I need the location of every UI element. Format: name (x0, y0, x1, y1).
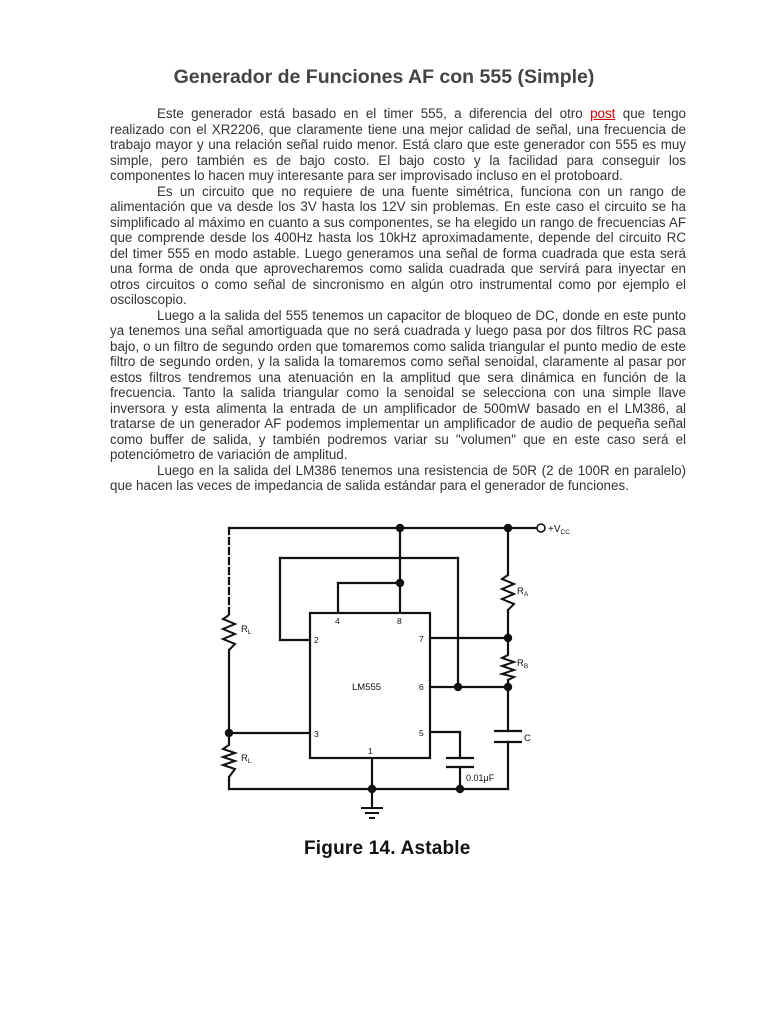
pin-number-7: 7 (419, 634, 424, 644)
paragraph-intro-text: Este generador está basado en el timer 555, a diferencia del otro (157, 106, 591, 121)
resistor-ra (502, 575, 514, 610)
figure-caption: Figure 14. Astable (304, 838, 471, 859)
resistor-rb (502, 655, 514, 680)
rb-label: $R_B$ (517, 658, 529, 670)
junction-dot (504, 683, 512, 691)
junction-dot (504, 634, 512, 642)
paragraph-intro-rest: que tengo realizado con el XR2206, que claramente tiene una mejor calidad de señal, una frecuencia de trabajo mayor y una relación señal ruido menor. Está claro que este generador con 555 es muy simple, pero también es de bajo costo. El bajo costo y la facilidad para conseguir los componentes lo hacen muy interesante para ser improvisado incluso en el protoboard. (110, 106, 686, 183)
pin-number-4: 4 (335, 616, 340, 626)
resistor-rl-bottom (223, 745, 235, 777)
paragraph-output-impedance: Luego en la salida del LM386 tenemos una resistencia de 50R (2 de 100R en paralelo) que hacen las veces de impedancia de salida estándar para el generador de funciones. (110, 462, 686, 493)
pin-number-3: 3 (314, 729, 319, 739)
capacitor-control (446, 758, 474, 767)
article-body (110, 106, 686, 494)
page-title: Generador de Funciones AF con 555 (Simple) (173, 66, 595, 88)
ground-icon (361, 808, 383, 818)
junction-dot (454, 683, 462, 691)
supply-label: $+V_{CC}$ (548, 524, 570, 536)
paragraph-output-filters: Luego a la salida del 555 tenemos un capacitor de bloqueo de DC, donde en este punto ya tenemos una señal amortiguada que no será cuadrada y luego pasa por dos filtros RC pasa bajo, o un filtro de segundo orden que tomaremos como salida triangular el punto medio de este filtro de segundo orden, y la salida la tomaremos como señal senoidal, claramente al pasar por estos filtros tendremos una atenuación en la amplitud que sera dinámica en función de la frecuencia. Tanto la salida triangular como la senoidal se selecciona con una simple llave inversora y esta alimenta la entrada de un amplificador de 500mW basado en el LM386, al tratarse de un generador AF podemos implementar un amplificador de audio de pequeña señal como buffer de salida, y también podremos variar su "volumen" que en este caso será el potenciómetro de variación de amplitud. (110, 307, 686, 462)
c-label: C (524, 733, 531, 744)
pin-number-5: 5 (419, 728, 424, 738)
post-link[interactable]: post (590, 106, 616, 121)
capacitor-c (494, 731, 522, 742)
astable-circuit-schematic (210, 516, 580, 866)
junction-dot (368, 785, 376, 793)
paragraph-power-supply: Es un circuito que no requiere de una fuente simétrica, funciona con un rango de alimentación que va desde los 3V hasta los 12V sin problemas. En este caso el circuito se ha simplificado al máximo en cuanto a sus componentes, se ha elegido un rango de frecuencias AF que comprende desde los 400Hz hasta los 10kHz aproximadamente, depende del circuito RC del timer 555 en modo astable. Luego generamos una señal de forma cuadrada que esta será una forma de onda que aprovecharemos como salida cuadrada que servirá para inyectar en otros circuitos o como señal de sincronismo en algún otro instrumental como por ejemplo el osciloscopio. (110, 183, 686, 307)
resistor-rl-top (223, 615, 235, 650)
chip-label: LM555 (352, 682, 382, 693)
rl-label-bottom: $R_L$ (241, 753, 252, 765)
cap-value-label: 0.01μF (466, 773, 495, 783)
junction-dot (225, 729, 233, 737)
pin-number-8: 8 (397, 616, 402, 626)
pin-number-6: 6 (419, 682, 424, 692)
pin-number-2: 2 (314, 635, 319, 645)
junction-dot (456, 785, 464, 793)
paragraph-intro (110, 106, 686, 184)
junction-dot (396, 579, 404, 587)
rl-label-top: $R_L$ (241, 624, 252, 636)
junction-dot (504, 524, 512, 532)
junction-dot (396, 524, 404, 532)
pin-number-1: 1 (368, 746, 373, 756)
vcc-terminal (537, 524, 545, 532)
ra-label: $R_A$ (517, 586, 529, 598)
